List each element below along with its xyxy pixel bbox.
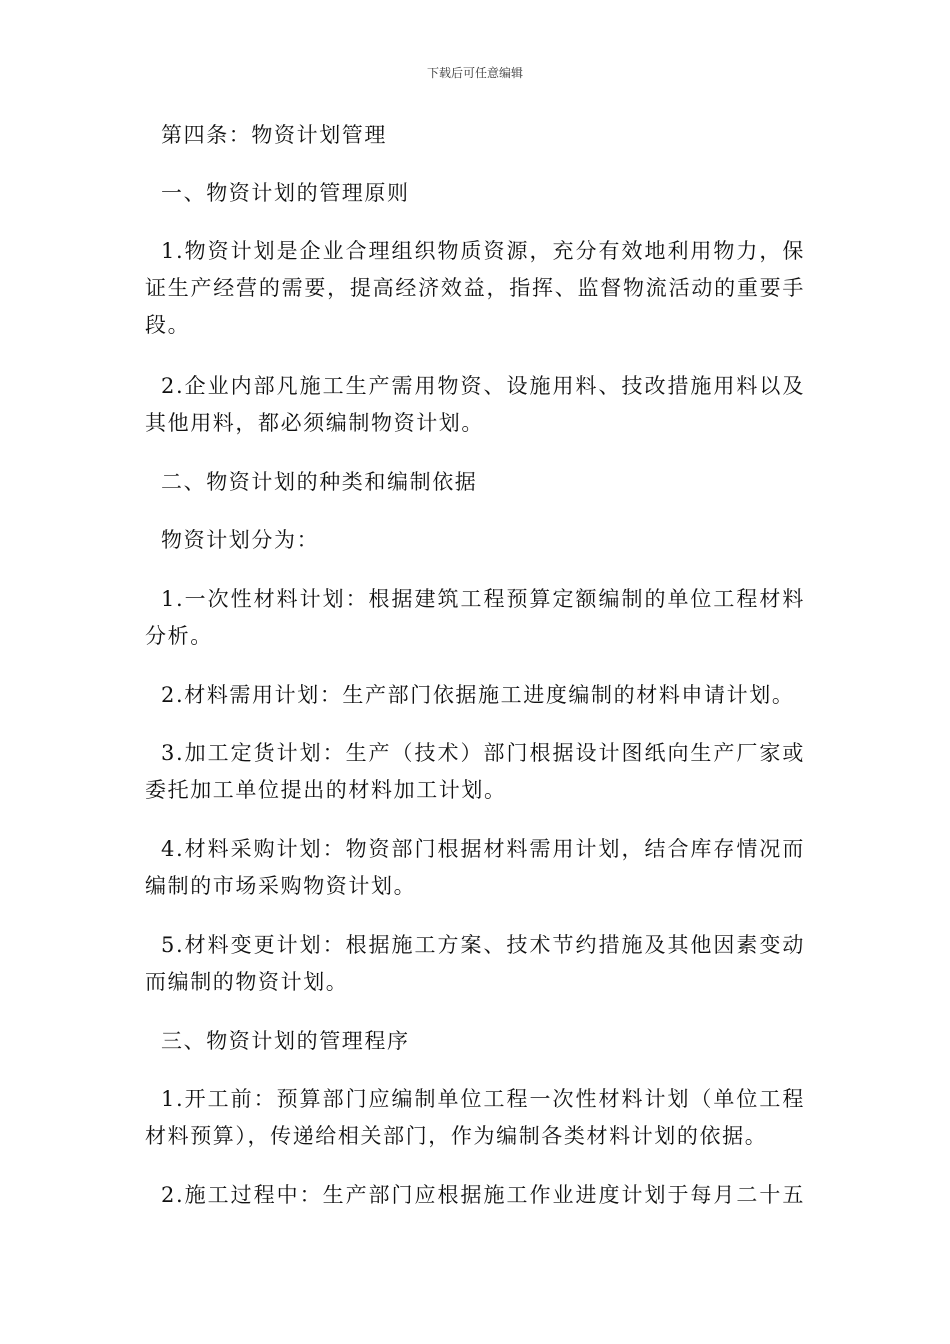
paragraph-1	[145, 233, 805, 344]
section-3-title	[145, 1023, 805, 1060]
paragraph-line: 委托加工单位提出的材料加工计划。	[145, 778, 507, 802]
section-1-title-text: 一、物资计划的管理原则	[161, 181, 410, 205]
paragraph-line: 其他用料，都必须编制物资计划。	[145, 411, 484, 435]
plan-type-1	[145, 581, 805, 655]
paragraph-line: 材料预算），传递给相关部门，作为编制各类材料计划的依据。	[145, 1124, 768, 1148]
paragraph-line: 4.材料采购计划：物资部门根据材料需用计划，结合库存情况而	[161, 837, 805, 861]
plan-type-3	[145, 735, 805, 809]
paragraph-line: 1.一次性材料计划：根据建筑工程预算定额编制的单位工程材料	[161, 587, 805, 611]
paragraph-line: 1.开工前：预算部门应编制单位工程一次性材料计划（单位工程	[161, 1087, 805, 1111]
paragraph-line: 编制的市场采购物资计划。	[145, 874, 417, 898]
procedure-1	[145, 1081, 805, 1155]
paragraph-line: 2.企业内部凡施工生产需用物资、设施用料、技改措施用料以及	[161, 374, 805, 398]
section-3-title-text: 三、物资计划的管理程序	[161, 1029, 410, 1053]
paragraph-line: 2.施工过程中：生产部门应根据施工作业进度计划于每月二十五	[161, 1183, 805, 1207]
paragraph-2	[145, 368, 805, 442]
paragraph-line: 2.材料需用计划：生产部门依据施工进度编制的材料申请计划。	[161, 683, 795, 707]
plan-type-5	[145, 927, 805, 1001]
procedure-2	[145, 1177, 805, 1214]
paragraph-line: 证生产经营的需要，提高经济效益，指挥、监督物流活动的重要手	[145, 276, 805, 300]
article-title	[145, 117, 805, 154]
paragraph-line: 段。	[145, 313, 191, 337]
section-2-title-text: 二、物资计划的种类和编制依据	[161, 470, 478, 494]
header-note: 下载后可任意编辑	[426, 66, 523, 80]
paragraph-line: 3.加工定货计划：生产（技术）部门根据设计图纸向生产厂家或	[161, 741, 805, 765]
article-title-text: 第四条：物资计划管理	[161, 123, 387, 147]
paragraph-line: 1.物资计划是企业合理组织物质资源，充分有效地利用物力，保	[161, 239, 805, 263]
plan-type-4	[145, 831, 805, 905]
section-2-title	[145, 464, 805, 501]
types-intro-text: 物资计划分为：	[161, 528, 320, 552]
paragraph-line: 而编制的物资计划。	[145, 970, 349, 994]
plan-type-2	[145, 677, 805, 714]
types-intro	[145, 522, 805, 559]
section-1-title	[145, 175, 805, 212]
paragraph-line: 5.材料变更计划：根据施工方案、技术节约措施及其他因素变动	[161, 933, 805, 957]
paragraph-line: 分析。	[145, 624, 213, 648]
